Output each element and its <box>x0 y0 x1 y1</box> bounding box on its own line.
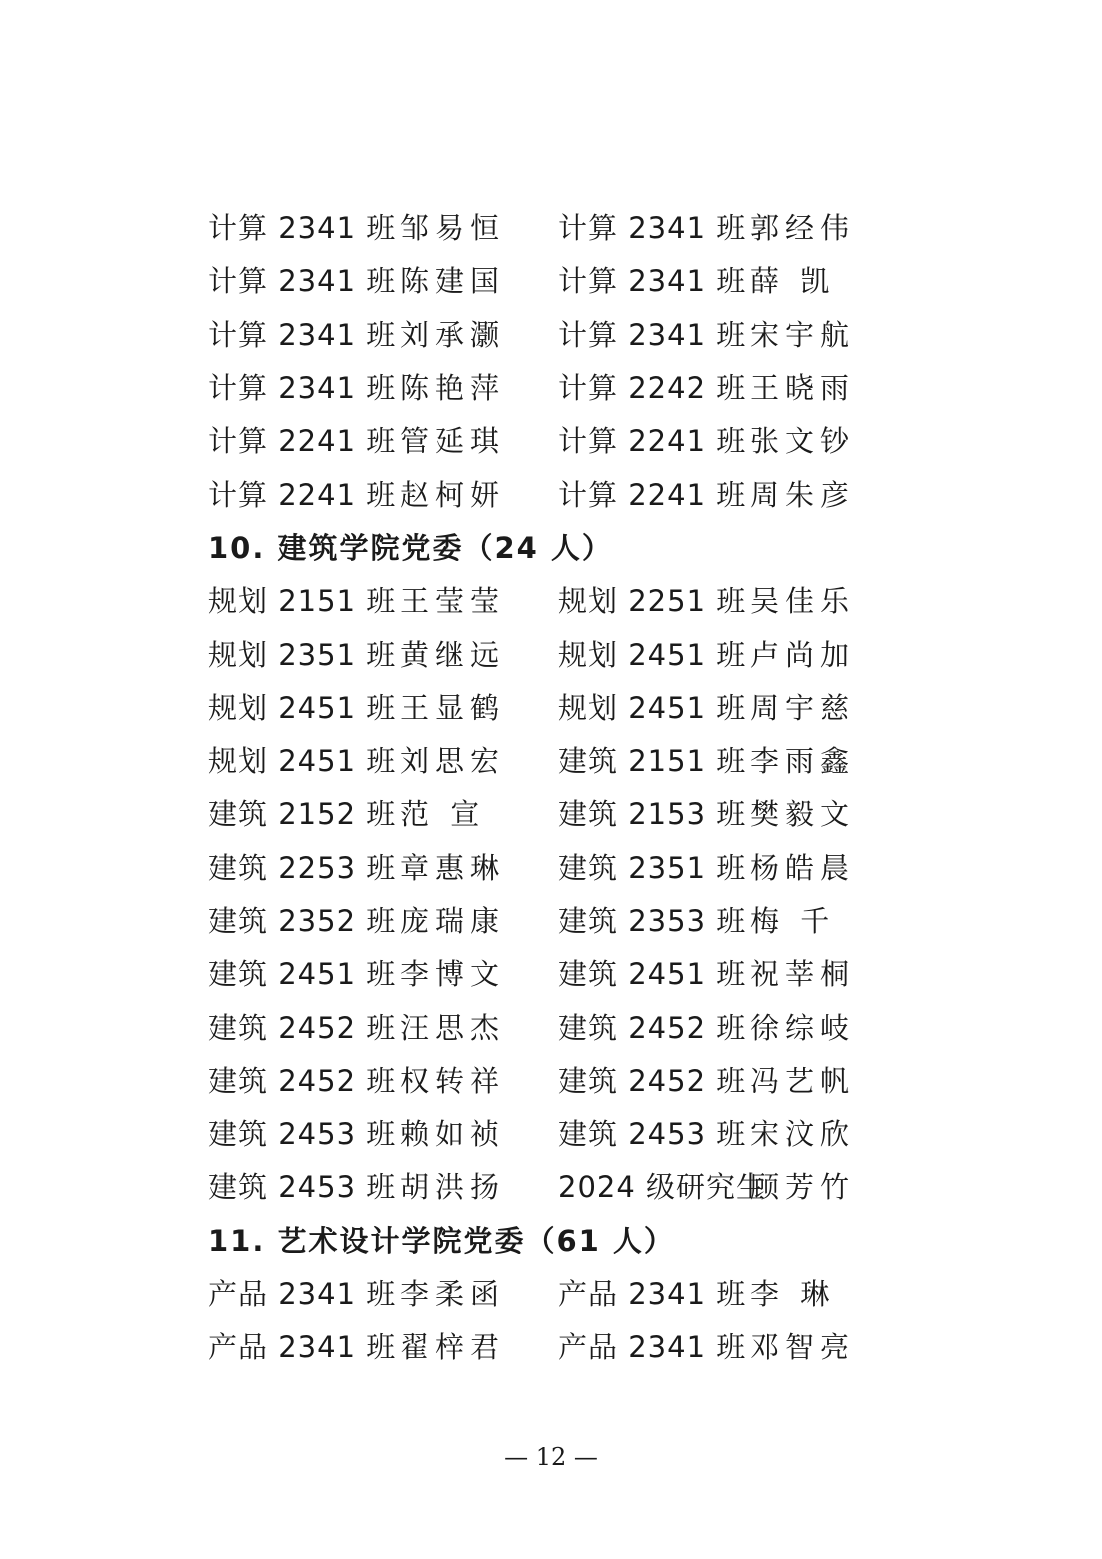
class-name: 建筑 2352 班 <box>208 904 397 938</box>
roster-row <box>208 413 908 466</box>
class-name: 产品 2341 班 <box>558 1277 747 1312</box>
roster-row <box>208 1053 908 1106</box>
roster-entry <box>558 792 908 833</box>
roster-row <box>208 946 908 999</box>
student-name: 翟梓君 <box>400 1330 506 1365</box>
roster-row <box>208 999 908 1052</box>
roster-entry <box>208 846 558 887</box>
roster-entry <box>208 1112 558 1153</box>
roster-row <box>208 1106 908 1159</box>
roster-entry <box>558 1325 908 1366</box>
roster-row <box>208 786 908 839</box>
roster-entry <box>208 1059 558 1100</box>
class-name: 计算 2241 班 <box>208 424 397 459</box>
class-name: 规划 2251 班 <box>558 584 747 619</box>
class-name: 建筑 2353 班 <box>558 904 747 938</box>
student-name: 王显鹤 <box>400 690 506 725</box>
class-name: 建筑 2452 班 <box>208 1010 397 1045</box>
roster-entry <box>558 579 908 620</box>
roster-entry <box>208 1165 558 1206</box>
roster-entry <box>558 206 908 247</box>
roster-entry <box>558 259 908 300</box>
class-name: 计算 2341 班 <box>558 211 747 246</box>
roster-entry <box>558 313 908 354</box>
student-name: 樊毅文 <box>750 797 856 832</box>
roster-row <box>208 680 908 733</box>
roster-row <box>208 840 908 893</box>
roster-entry <box>558 1112 908 1153</box>
roster-entry <box>208 579 558 620</box>
student-name: 王莹莹 <box>400 584 506 619</box>
roster-entry <box>558 1165 908 1206</box>
student-name: 梅 千 <box>750 904 836 938</box>
roster-entry <box>558 1006 908 1047</box>
roster-entry <box>558 473 908 514</box>
roster-entry <box>208 366 558 407</box>
student-name: 顾芳竹 <box>750 1170 856 1205</box>
roster-row <box>208 1159 908 1212</box>
student-name: 李雨鑫 <box>750 744 856 779</box>
class-name: 建筑 2153 班 <box>558 797 747 832</box>
roster-row <box>208 200 908 253</box>
class-name: 计算 2241 班 <box>558 477 747 512</box>
student-name: 汪思杰 <box>400 1010 506 1045</box>
roster-entry <box>558 952 908 993</box>
roster-entry <box>208 1325 558 1366</box>
roster-content <box>208 200 908 1373</box>
roster-row <box>208 626 908 679</box>
student-name: 胡洪扬 <box>400 1170 506 1205</box>
roster-row <box>208 1319 908 1372</box>
student-name: 范 宣 <box>400 797 486 832</box>
class-name: 计算 2341 班 <box>208 211 397 246</box>
class-name: 建筑 2452 班 <box>558 1010 747 1045</box>
student-name: 邹易恒 <box>400 211 506 246</box>
student-name: 刘承灏 <box>400 317 506 352</box>
class-name: 规划 2451 班 <box>558 637 747 672</box>
student-name: 徐综岐 <box>750 1010 856 1045</box>
class-name: 2024 级研究生 <box>558 1170 767 1205</box>
student-name: 黄继远 <box>400 637 506 672</box>
roster-row <box>208 253 908 306</box>
roster-entry <box>558 686 908 727</box>
student-name: 权转祥 <box>400 1063 506 1098</box>
class-name: 建筑 2451 班 <box>208 957 397 992</box>
roster-entry <box>558 1272 908 1313</box>
student-name: 杨皓晨 <box>750 850 856 885</box>
roster-entry <box>208 419 558 460</box>
student-name: 吴佳乐 <box>750 584 856 619</box>
class-name: 建筑 2452 班 <box>558 1063 747 1098</box>
class-name: 规划 2151 班 <box>208 584 397 619</box>
class-name: 计算 2241 班 <box>208 477 397 512</box>
student-name: 邓智亮 <box>750 1330 856 1365</box>
roster-row <box>208 360 908 413</box>
class-name: 建筑 2451 班 <box>558 957 747 992</box>
roster-entry <box>208 952 558 993</box>
student-name: 李博文 <box>400 957 506 992</box>
student-name: 冯艺帆 <box>750 1063 856 1098</box>
class-name: 计算 2341 班 <box>558 317 747 352</box>
roster-entry <box>208 633 558 674</box>
roster-row <box>208 466 908 519</box>
class-name: 规划 2451 班 <box>558 690 747 725</box>
roster-entry <box>558 899 908 940</box>
roster-entry <box>208 899 558 940</box>
roster-row <box>208 573 908 626</box>
roster-entry <box>208 739 558 780</box>
roster-row <box>208 893 908 946</box>
student-name: 张文钞 <box>750 424 856 459</box>
roster-entry <box>558 1059 908 1100</box>
roster-row <box>208 733 908 786</box>
page-number: — 12 — <box>504 1443 598 1471</box>
roster-entry <box>208 1272 558 1313</box>
roster-entry <box>208 1006 558 1047</box>
class-name: 产品 2341 班 <box>208 1330 397 1365</box>
student-name: 王晓雨 <box>750 371 856 406</box>
class-name: 建筑 2453 班 <box>208 1170 397 1205</box>
student-name: 庞瑞康 <box>400 904 506 938</box>
roster-entry <box>208 686 558 727</box>
roster-entry <box>558 366 908 407</box>
student-name: 薛 凯 <box>750 264 836 299</box>
class-name: 计算 2341 班 <box>208 371 397 406</box>
student-name: 周朱彦 <box>750 477 856 512</box>
class-name: 计算 2341 班 <box>558 264 747 299</box>
student-name: 章惠琳 <box>400 850 506 885</box>
class-name: 产品 2341 班 <box>558 1330 747 1365</box>
student-name: 宋汶欣 <box>750 1117 856 1152</box>
roster-entry <box>558 633 908 674</box>
student-name: 祝莘桐 <box>750 957 856 992</box>
class-name: 产品 2341 班 <box>208 1277 397 1312</box>
section-heading: 11. 艺术设计学院党委（61 人） <box>208 1223 675 1258</box>
section-heading: 10. 建筑学院党委（24 人） <box>208 530 613 565</box>
roster-entry <box>208 206 558 247</box>
roster-entry <box>208 313 558 354</box>
roster-entry <box>208 259 558 300</box>
class-name: 建筑 2452 班 <box>208 1063 397 1098</box>
class-name: 规划 2451 班 <box>208 744 397 779</box>
roster-entry <box>208 792 558 833</box>
student-name: 刘思宏 <box>400 744 506 779</box>
student-name: 陈建国 <box>400 264 506 299</box>
class-name: 建筑 2453 班 <box>208 1117 397 1152</box>
student-name: 宋宇航 <box>750 317 856 352</box>
class-name: 计算 2341 班 <box>208 264 397 299</box>
class-name: 计算 2341 班 <box>208 317 397 352</box>
class-name: 建筑 2151 班 <box>558 744 747 779</box>
student-name: 周宇慈 <box>750 690 856 725</box>
student-name: 李柔函 <box>400 1277 506 1312</box>
class-name: 建筑 2253 班 <box>208 850 397 885</box>
student-name: 郭经伟 <box>750 211 856 246</box>
roster-entry <box>208 473 558 514</box>
student-name: 卢尚加 <box>750 637 856 672</box>
roster-row <box>208 307 908 360</box>
student-name: 赵柯妍 <box>400 477 506 512</box>
student-name: 李 琳 <box>750 1277 836 1312</box>
class-name: 规划 2451 班 <box>208 690 397 725</box>
roster-row <box>208 1266 908 1319</box>
class-name: 建筑 2152 班 <box>208 797 397 832</box>
student-name: 陈艳萍 <box>400 371 506 406</box>
class-name: 建筑 2453 班 <box>558 1117 747 1152</box>
class-name: 规划 2351 班 <box>208 637 397 672</box>
roster-entry <box>558 419 908 460</box>
class-name: 计算 2242 班 <box>558 371 747 406</box>
roster-entry <box>558 846 908 887</box>
class-name: 计算 2241 班 <box>558 424 747 459</box>
student-name: 赖如祯 <box>400 1117 506 1152</box>
student-name: 管延琪 <box>400 424 506 459</box>
roster-entry <box>558 739 908 780</box>
class-name: 建筑 2351 班 <box>558 850 747 885</box>
